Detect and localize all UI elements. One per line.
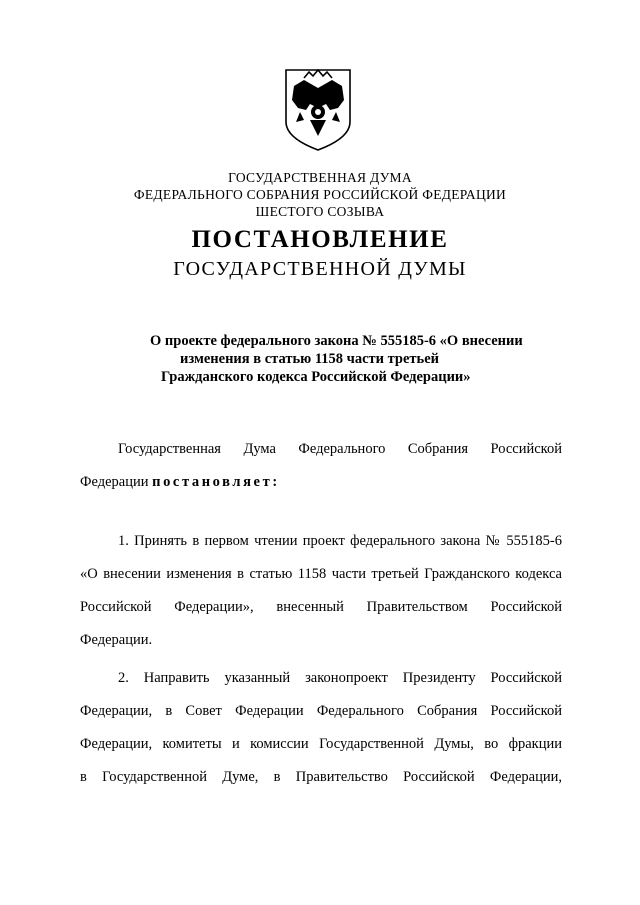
preamble-line-2-text: Федерации bbox=[80, 474, 153, 490]
item-2-paragraph bbox=[80, 662, 562, 794]
item-1-line-2: «О внесении изменения в статью 1158 части третьей Гражданского кодекса bbox=[80, 566, 562, 582]
preamble-line-1: Государственная Дума Федерального Собрания Российской bbox=[118, 441, 562, 457]
document-type-title: ПОСТАНОВЛЕНИЕ bbox=[191, 226, 449, 253]
convocation: ШЕСТОГО СОЗЫВА bbox=[255, 204, 385, 219]
item-2-line-2: Федерации, в Совет Федерации Федерального Собрания Российской bbox=[80, 703, 562, 719]
preamble-paragraph bbox=[80, 433, 562, 499]
subject-line-2: изменения в статью 1158 части третьей bbox=[180, 351, 439, 367]
item-2-line-4: в Государственной Думе, в Правительство Российской Федерации, bbox=[80, 769, 562, 785]
item-1-paragraph bbox=[80, 525, 562, 657]
parliament-name: ГОСУДАРСТВЕННАЯ ДУМА bbox=[228, 170, 412, 185]
preamble-line-2 bbox=[80, 466, 562, 499]
item-1-line-3: Российской Федерации», внесенный Правительством Российской bbox=[80, 599, 562, 615]
subject-line-1: О проекте федерального закона № 555185-6 «О внесении bbox=[150, 333, 523, 349]
item-1-line-1: 1. Принять в первом чтении проект федерального закона № 555185-6 bbox=[118, 533, 562, 549]
coat-of-arms-emblem bbox=[282, 64, 354, 152]
item-2-line-1: 2. Направить указанный законопроект Президенту Российской bbox=[118, 670, 562, 686]
item-2-line-3: Федерации, комитеты и комиссии Государственной Думы, во фракции bbox=[80, 736, 562, 752]
document-subject bbox=[150, 332, 550, 386]
assembly-name: ФЕДЕРАЛЬНОГО СОБРАНИЯ РОССИЙСКОЙ ФЕДЕРАЦИИ bbox=[133, 187, 507, 202]
subject-line-3: Гражданского кодекса Российской Федерации» bbox=[161, 369, 471, 385]
document-issuer: ГОСУДАРСТВЕННОЙ ДУМЫ bbox=[173, 258, 467, 280]
item-1-line-4: Федерации. bbox=[80, 632, 153, 648]
decree-word: постановляет: bbox=[152, 474, 280, 490]
